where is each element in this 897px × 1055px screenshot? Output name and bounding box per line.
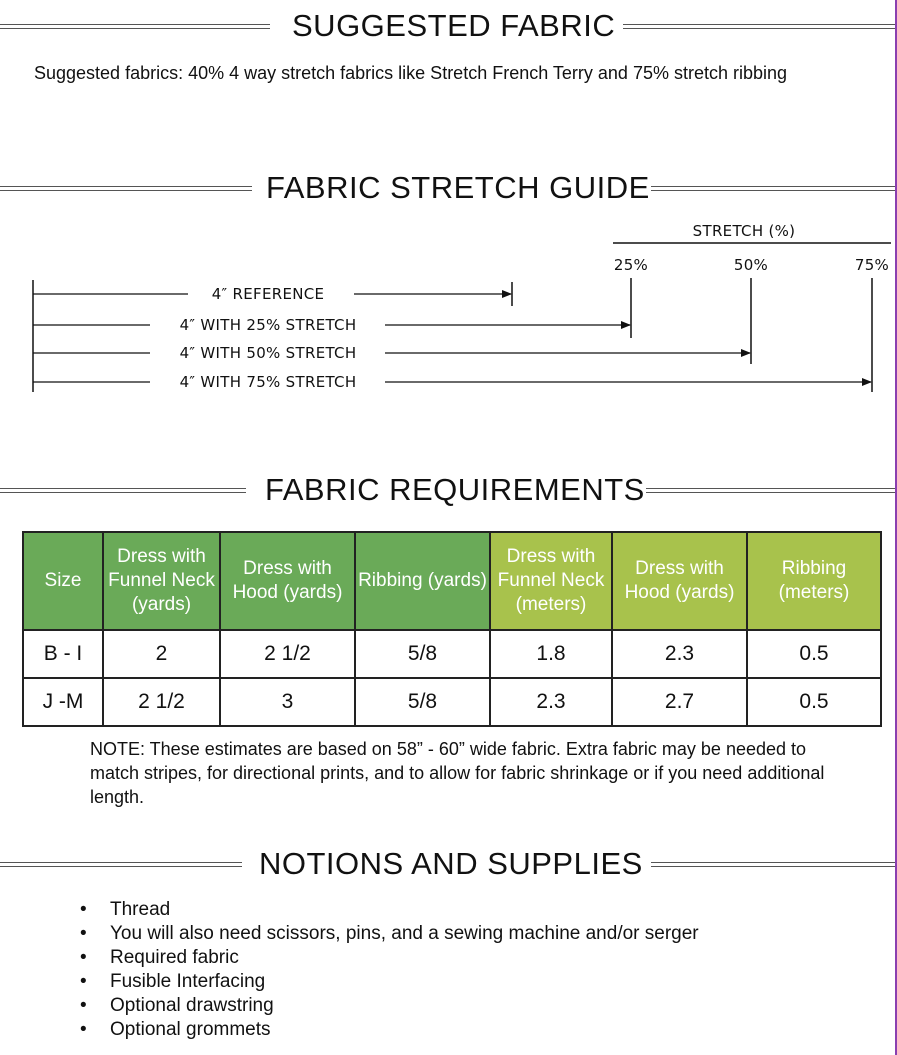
fabric-requirements-table: [22, 531, 882, 727]
suggested-fabric-header: [0, 6, 895, 46]
table-cell: 2.7: [612, 678, 747, 726]
col-header-ribbing-yards: Ribbing (yards): [355, 532, 490, 630]
table-cell: 2: [103, 630, 220, 678]
header-rule-right: [651, 186, 895, 191]
col-header-hood-meters: Dress with Hood (yards): [612, 532, 747, 630]
table-cell: B - I: [23, 630, 103, 678]
col-header-ribbing-meters: Ribbing (meters): [747, 532, 881, 630]
reference-label: 4″ REFERENCE: [211, 285, 325, 303]
stretch-guide-diagram: [0, 210, 895, 400]
section-title: SUGGESTED FABRIC: [292, 8, 616, 43]
tick-label-75: 75%: [854, 256, 890, 274]
col-header-size: Size: [23, 532, 103, 630]
col-header-hood-yards: Dress with Hood (yards): [220, 532, 355, 630]
fabric-note: NOTE: These estimates are based on 58” - 60” wide fabric. Extra fabric may be needed to match stripes, for directional prints, and to allow for fabric shrinkage or if you need additional length.: [90, 739, 825, 807]
list-item: • Optional drawstring: [80, 994, 699, 1018]
list-item: • Thread: [80, 898, 699, 922]
table-row: [23, 678, 881, 726]
header-rule-right: [623, 24, 895, 29]
table-row: [23, 630, 881, 678]
suggested-fabric-text: Suggested fabrics: 40% 4 way stretch fabrics like Stretch French Terry and 75% stretch ribbing: [34, 63, 788, 83]
table-cell: 2 1/2: [103, 678, 220, 726]
table-cell: 1.8: [490, 630, 612, 678]
table-header-row: [23, 532, 881, 630]
stretch-25-label: 4″ WITH 25% STRETCH: [179, 316, 357, 334]
section-title: FABRIC STRETCH GUIDE: [266, 170, 650, 205]
table-cell: 5/8: [355, 630, 490, 678]
list-item: • Optional grommets: [80, 1018, 699, 1042]
header-rule-right: [651, 862, 895, 867]
list-item: • Required fabric: [80, 946, 699, 970]
stretch-header-label: STRETCH (%): [692, 222, 796, 240]
table-cell: 5/8: [355, 678, 490, 726]
col-header-funnel-yards: Dress with Funnel Neck (yards): [103, 532, 220, 630]
header-rule-left: [0, 186, 252, 191]
tick-label-25: 25%: [613, 256, 649, 274]
table-cell: 0.5: [747, 678, 881, 726]
stretch-75-label: 4″ WITH 75% STRETCH: [179, 373, 357, 391]
section-title: NOTIONS AND SUPPLIES: [259, 846, 643, 881]
table-cell: J -M: [23, 678, 103, 726]
notions-list: [80, 898, 699, 1042]
fabric-requirements-header: [0, 470, 895, 510]
col-header-funnel-meters: Dress with Funnel Neck (meters): [490, 532, 612, 630]
table-cell: 2.3: [490, 678, 612, 726]
table-cell: 2.3: [612, 630, 747, 678]
notions-header: [0, 844, 895, 884]
header-rule-left: [0, 862, 242, 867]
stretch-guide-header: [0, 168, 895, 208]
table-cell: 2 1/2: [220, 630, 355, 678]
header-rule-left: [0, 24, 270, 29]
list-item: • You will also need scissors, pins, and a sewing machine and/or serger: [80, 922, 699, 946]
table-cell: 3: [220, 678, 355, 726]
header-rule-left: [0, 488, 246, 493]
tick-label-50: 50%: [733, 256, 769, 274]
list-item: • Fusible Interfacing: [80, 970, 699, 994]
section-title: FABRIC REQUIREMENTS: [265, 472, 645, 507]
table-cell: 0.5: [747, 630, 881, 678]
header-rule-right: [646, 488, 895, 493]
stretch-50-label: 4″ WITH 50% STRETCH: [179, 344, 357, 362]
